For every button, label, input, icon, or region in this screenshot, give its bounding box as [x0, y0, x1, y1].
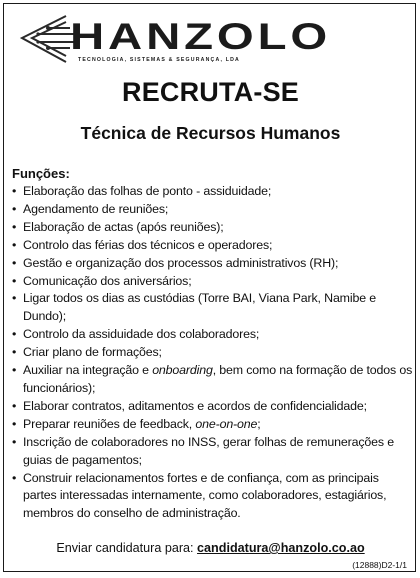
- duty-item: [12, 416, 414, 434]
- duty-item: [12, 219, 414, 237]
- position-title: Técnica de Recursos Humanos: [80, 123, 341, 143]
- duty-text: Auxiliar na integração e: [23, 363, 153, 378]
- duty-item: [12, 362, 414, 398]
- logo-tagline: TECNOLOGIA, SISTEMAS & SEGURANÇA, LDA: [78, 57, 240, 63]
- apply-email-link[interactable]: candidatura@hanzolo.co.ao: [197, 541, 365, 555]
- duty-item: [12, 290, 414, 326]
- application-line: [4, 541, 417, 555]
- duty-item: [12, 273, 414, 291]
- job-ad: [3, 3, 416, 572]
- duty-text: Controlo das férias dos técnicos e operadores;: [23, 237, 273, 252]
- duty-emphasis: one-on-one: [195, 416, 258, 431]
- duty-item: [12, 201, 414, 219]
- apply-label: Enviar candidatura para:: [56, 541, 194, 555]
- duty-text: Elaborar contratos, aditamentos e acordos de confidencialidade;: [23, 398, 367, 413]
- duty-text: Inscrição de colaboradores no INSS, gerar folhas de remunerações e guias de pagamentos;: [23, 434, 394, 467]
- duty-item: [12, 344, 414, 362]
- duty-text: Preparar reuniões de feedback,: [23, 416, 196, 431]
- duty-text: Agendamento de reuniões;: [23, 201, 169, 216]
- logo-wordmark: HANZOLO: [70, 16, 332, 57]
- duty-text: Comunicação dos aniversários;: [23, 273, 192, 288]
- duties-heading: Funções:: [12, 166, 70, 181]
- duty-text: Gestão e organização dos processos administrativos (RH);: [23, 255, 339, 270]
- duty-text: Elaboração das folhas de ponto - assiduidade;: [23, 184, 272, 198]
- reference-code: (12888)D2-1/1: [352, 560, 407, 570]
- duty-item: [12, 470, 414, 524]
- duty-text: Ligar todos os dias as custódias (Torre BAI, Viana Park, Namibe e Dundo);: [23, 291, 376, 324]
- duty-emphasis: onboarding: [152, 363, 213, 378]
- duty-text: Controlo da assiduidade dos colaboradores;: [23, 327, 260, 342]
- duty-text: Criar plano de formações;: [23, 345, 162, 360]
- duty-item: [12, 183, 414, 201]
- duty-text: Elaboração de actas (após reuniões);: [23, 219, 224, 234]
- duty-item: [12, 326, 414, 344]
- duty-item: [12, 255, 414, 273]
- duty-text: Construir relacionamentos fortes e de confiança, com as principais partes interessadas internamente, como colaboradores, estagiários, membros do conselho de administração.: [23, 470, 387, 521]
- duty-item: [12, 434, 414, 470]
- headline: RECRUTA-SE: [122, 77, 299, 107]
- duty-text: ;: [257, 416, 261, 431]
- duty-text: , bem como na formação de todos os funcionários);: [23, 363, 413, 395]
- duty-item: [12, 398, 414, 416]
- company-logo: [18, 12, 332, 68]
- duty-item: [12, 237, 414, 255]
- duties-list: [12, 183, 414, 523]
